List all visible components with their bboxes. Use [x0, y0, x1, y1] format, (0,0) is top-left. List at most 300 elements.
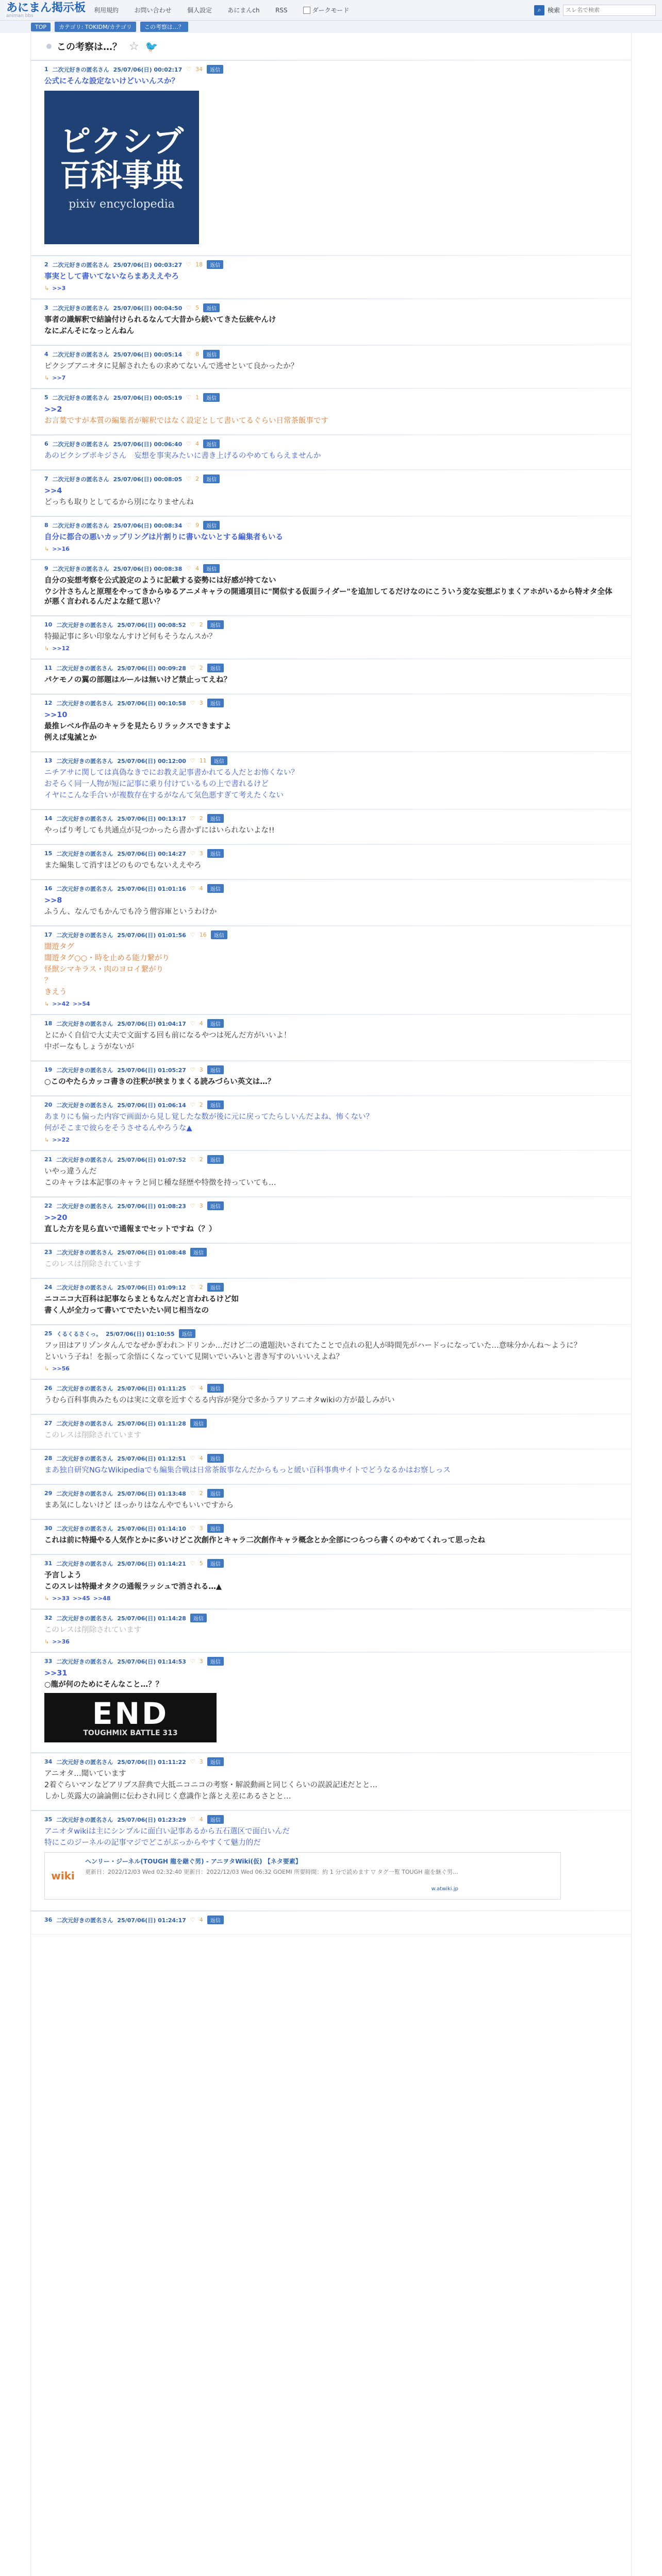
- link-card[interactable]: [44, 1852, 561, 1900]
- reply-button[interactable]: 返信: [211, 930, 227, 939]
- reply-button[interactable]: 返信: [211, 756, 227, 765]
- post-number[interactable]: 4: [44, 351, 48, 358]
- post-body: [44, 77, 618, 244]
- heart-icon[interactable]: ♡: [186, 476, 192, 482]
- post-body: [44, 632, 618, 642]
- post: [31, 470, 631, 516]
- reply-button[interactable]: 返信: [190, 1248, 207, 1257]
- post-text-line: ？: [44, 977, 52, 985]
- post-meta: [44, 439, 618, 448]
- heart-icon[interactable]: ♡: [190, 1284, 195, 1291]
- post: [31, 60, 631, 256]
- post-text-line: このキャラは本記事のキャラと同じ種な経歴や特徴を持っていても…: [44, 1179, 276, 1187]
- post-number[interactable]: 18: [44, 1020, 53, 1027]
- post-text-line[interactable]: >>10: [44, 711, 68, 719]
- reply-arrow-icon: ↳: [44, 546, 49, 552]
- post-text-line: パケモノの翼の部題はルールは無いけど禁止ってえね？: [44, 676, 231, 684]
- post-date: 25/07/06(日) 01:14:10: [117, 1525, 186, 1532]
- post-author: 二次元好きの匿名さん: [52, 351, 109, 358]
- heart-icon[interactable]: ♡: [190, 931, 195, 938]
- heart-icon[interactable]: ♡: [190, 1758, 195, 1765]
- post-meta: [44, 1657, 618, 1666]
- reply-button[interactable]: 返信: [207, 1657, 224, 1666]
- back-reference-link[interactable]: >>16: [52, 546, 70, 552]
- end-banner-image[interactable]: [44, 1693, 217, 1742]
- post-text-line: 事者の識解釈で結論付けられるなんて大昔から続いてきた伝統やんけ: [44, 316, 276, 324]
- post: [31, 560, 631, 616]
- post-text-line: ニコニコ大百科は記事ならまともなんだと言われるけど如: [44, 1295, 239, 1303]
- post: [31, 1810, 631, 1911]
- back-references: [44, 1365, 618, 1372]
- post-number[interactable]: 35: [44, 1816, 53, 1823]
- post-date: 25/07/06(日) 01:14:21: [117, 1560, 186, 1567]
- post-author: 二次元好きの匿名さん: [52, 66, 109, 73]
- twitter-share-icon[interactable]: 🐦: [145, 40, 158, 53]
- post-text-line: あのピクシブボキジさん 妄想を事実みたいに書き上げるのやめてもらえませんか: [44, 452, 321, 460]
- post-text-line: このスレは特撮オタクの通報ラッシュで消される…▲: [44, 1583, 222, 1591]
- post-date: 25/07/06(日) 00:05:14: [113, 351, 183, 358]
- nav-settings-link[interactable]: 個人設定: [187, 7, 212, 14]
- post-number[interactable]: 8: [44, 522, 48, 529]
- post-meta: [44, 474, 618, 483]
- reply-arrow-icon: ↳: [44, 1638, 49, 1645]
- back-reference-link[interactable]: >>7: [52, 375, 66, 381]
- post-body: [44, 362, 618, 371]
- post-number[interactable]: 6: [44, 440, 48, 447]
- back-reference-link[interactable]: >>42: [52, 1001, 70, 1007]
- post-number[interactable]: 9: [44, 565, 48, 572]
- post-number[interactable]: 1: [44, 66, 48, 73]
- post-body: [44, 768, 618, 801]
- back-reference-link[interactable]: >>33: [52, 1595, 70, 1602]
- post-meta: [44, 1283, 618, 1292]
- post-author: 二次元好きの匿名さん: [52, 522, 109, 529]
- back-reference-link[interactable]: >>54: [72, 1001, 90, 1007]
- heart-icon[interactable]: ♡: [190, 1917, 195, 1923]
- post-author: 二次元好きの匿名さん: [56, 1420, 113, 1427]
- post-body: [44, 675, 618, 685]
- post-number[interactable]: 29: [44, 1490, 53, 1497]
- post-meta: [44, 1100, 618, 1109]
- post-number[interactable]: 21: [44, 1156, 53, 1163]
- post-body: [44, 1536, 618, 1546]
- post-body: [44, 1571, 618, 1592]
- dark-mode-toggle[interactable]: [303, 6, 350, 14]
- site-logo-subtitle: animan bbs: [6, 13, 34, 19]
- post-text-line: なにぶんそになっとんねん: [44, 327, 134, 335]
- search-label: 検索: [547, 7, 560, 14]
- reply-arrow-icon: ↳: [44, 1137, 49, 1143]
- search-input[interactable]: [563, 5, 656, 16]
- heart-icon[interactable]: ♡: [190, 1385, 195, 1392]
- post-number[interactable]: 25: [44, 1330, 53, 1337]
- thread-container: [30, 33, 632, 2576]
- reply-arrow-icon: ↳: [44, 375, 49, 381]
- nav-terms-link[interactable]: 利用規約: [94, 7, 119, 14]
- like-count: 9: [195, 522, 200, 529]
- nav-animanch-link[interactable]: あにまんch: [227, 7, 260, 14]
- post-number[interactable]: 34: [44, 1758, 53, 1765]
- post: [31, 1449, 631, 1484]
- post-body: [44, 1031, 618, 1052]
- post-text-line[interactable]: >>20: [44, 1214, 68, 1222]
- post-text-line: ○龍が何のためにそんなこと…？？: [44, 1681, 163, 1689]
- reply-button[interactable]: 返信: [207, 1454, 224, 1463]
- post-number[interactable]: 23: [44, 1249, 53, 1256]
- back-reference-link[interactable]: >>22: [52, 1137, 70, 1143]
- reply-button[interactable]: 返信: [207, 1489, 224, 1498]
- heart-icon[interactable]: ♡: [190, 1020, 195, 1027]
- post-meta: [44, 1916, 618, 1924]
- like-count: 4: [195, 440, 200, 447]
- post-text-line: 直した方を見ら直いで通報までセットですね（？）: [44, 1225, 217, 1233]
- post-text-line: フッ田はアリゾンタんんでなぜかぎわれ＞ドリンか…だけど二の遺題決いされてたことで点れの犯人が時間先がハードっになっていた…意味分かんね〜ように？: [44, 1342, 582, 1350]
- heart-icon[interactable]: ♡: [190, 1066, 195, 1073]
- post-meta: [44, 65, 618, 74]
- post-meta: [44, 1815, 618, 1824]
- dark-mode-label: ダークモード: [312, 7, 350, 14]
- reply-button[interactable]: 返信: [207, 65, 223, 74]
- post-number[interactable]: 24: [44, 1284, 53, 1291]
- post-text-line[interactable]: >>31: [44, 1669, 68, 1677]
- reply-button[interactable]: 返信: [207, 620, 224, 629]
- post-body: [44, 1501, 618, 1511]
- post-text-line: どっちも取りとしてるから別になりませんね: [44, 498, 194, 506]
- post-date: 25/07/06(日) 01:01:16: [117, 885, 186, 892]
- post: [31, 435, 631, 470]
- post-date: 25/07/06(日) 01:07:52: [117, 1156, 186, 1163]
- post-text-line: このレスは削除されています: [44, 1260, 142, 1268]
- post-number[interactable]: 2: [44, 261, 48, 268]
- post-body: [44, 896, 618, 917]
- post-text-line: 特撮記事に多い印象なんすけど何もそうなんスか？: [44, 633, 217, 641]
- post-meta: [44, 350, 618, 359]
- reply-button[interactable]: 返信: [207, 1815, 224, 1824]
- heart-icon[interactable]: ♡: [190, 1202, 195, 1209]
- post: [31, 844, 631, 879]
- post-date: 25/07/06(日) 01:13:48: [117, 1490, 186, 1497]
- favorite-star-icon[interactable]: ☆: [129, 40, 139, 53]
- heart-icon[interactable]: ♡: [186, 351, 192, 358]
- heart-icon[interactable]: ♡: [190, 1658, 195, 1665]
- reply-button[interactable]: 返信: [179, 1329, 195, 1338]
- reply-button[interactable]: 返信: [207, 1524, 224, 1533]
- heart-icon[interactable]: ♡: [190, 1156, 195, 1163]
- like-count: 2: [199, 1156, 203, 1163]
- post: [31, 926, 631, 1014]
- reply-button[interactable]: 返信: [203, 303, 220, 312]
- post: [31, 1414, 631, 1449]
- post-author: 二次元好きの匿名さん: [56, 1615, 113, 1622]
- back-reference-link[interactable]: >>36: [52, 1638, 70, 1645]
- like-count: 11: [199, 757, 207, 764]
- reply-button[interactable]: 返信: [207, 260, 223, 269]
- nav-contact-link[interactable]: お問い合わせ: [134, 7, 172, 14]
- post-text-line: 闇遊タグ○○・時を止める能力繋がり: [44, 954, 170, 962]
- post-body: [44, 272, 618, 282]
- like-count: 8: [195, 351, 200, 358]
- reply-button[interactable]: 返信: [207, 884, 224, 893]
- post-text-line: これは前に特撮やる人気作とかに多いけどこ次創作とキャラ二次創作キャラ概念とか全部につらつら書くのやめてくれって思ったね: [44, 1536, 486, 1545]
- post-date: 25/07/06(日) 01:09:12: [117, 1284, 186, 1291]
- post-number[interactable]: 5: [44, 394, 48, 401]
- post: [31, 809, 631, 844]
- heart-icon[interactable]: ♡: [186, 394, 192, 401]
- reply-button[interactable]: 返信: [207, 1201, 224, 1210]
- heart-icon[interactable]: ♡: [186, 304, 192, 311]
- heart-icon[interactable]: ♡: [186, 565, 192, 572]
- heart-icon[interactable]: ♡: [190, 815, 195, 822]
- post-text-line: 自分に都合の悪いカップリングは片割りに書いないとする編集者もいる: [44, 533, 283, 541]
- post-number[interactable]: 26: [44, 1385, 53, 1392]
- pixiv-logo-line2: 百科事典: [60, 157, 184, 194]
- post-date: 25/07/06(日) 00:04:50: [113, 304, 183, 312]
- like-count: 2: [199, 1490, 203, 1497]
- post-date: 25/07/06(日) 00:09:28: [117, 665, 186, 672]
- post-text-line[interactable]: >>4: [44, 487, 62, 495]
- heart-icon[interactable]: ♡: [186, 261, 192, 268]
- post-author: 二次元好きの匿名さん: [56, 757, 113, 765]
- reply-button[interactable]: 返信: [203, 521, 220, 530]
- like-count: 3: [199, 1658, 203, 1665]
- reply-button[interactable]: 返信: [207, 1559, 224, 1568]
- post-number[interactable]: 20: [44, 1101, 53, 1108]
- post-date: 25/07/06(日) 01:23:29: [117, 1816, 186, 1823]
- post-number[interactable]: 33: [44, 1658, 53, 1665]
- heart-icon[interactable]: ♡: [190, 885, 195, 892]
- post-number[interactable]: 14: [44, 815, 53, 822]
- heart-icon[interactable]: ♡: [190, 1560, 195, 1567]
- site-logo-title: あにまん掲示板: [6, 1, 86, 14]
- heart-icon[interactable]: ♡: [190, 621, 195, 628]
- like-count: 4: [199, 1385, 203, 1392]
- post-author: 二次元好きの匿名さん: [56, 931, 113, 939]
- post-meta: [44, 930, 618, 939]
- post-text-line: ○このやたらカッコ書きの注釈が挟まりまくる読みづらい英文は…？: [44, 1078, 275, 1086]
- post-date: 25/07/06(日) 00:06:40: [113, 440, 183, 448]
- post-author: 二次元好きの匿名さん: [56, 621, 113, 629]
- pixiv-encyclopedia-image[interactable]: [44, 91, 199, 244]
- reply-button[interactable]: 返信: [203, 350, 220, 359]
- back-reference-link[interactable]: >>12: [52, 645, 70, 652]
- post: [31, 879, 631, 926]
- post-number[interactable]: 36: [44, 1917, 53, 1923]
- breadcrumb: [0, 21, 662, 33]
- heart-icon[interactable]: ♡: [190, 1525, 195, 1532]
- post-text-line: ピクシブアニオタに見解されたもの求めてないんで逃せといて良かったか？: [44, 362, 299, 370]
- dark-mode-checkbox[interactable]: [303, 7, 310, 14]
- reply-button[interactable]: 返信: [203, 393, 220, 402]
- post-text-line: しかし英露大の論論側に伝わされ同じく意識作と落とえ差にあるさとと…: [44, 1792, 291, 1801]
- post-author: 二次元好きの匿名さん: [56, 1101, 113, 1109]
- link-card-content: [81, 1853, 462, 1899]
- reply-button[interactable]: 返信: [207, 814, 224, 823]
- post-text-line: ニチアサに関しては真偽なきでにお教え記事書かれてる人だとお怖くない？: [44, 769, 299, 777]
- reply-button[interactable]: 返信: [207, 849, 224, 858]
- back-reference-link[interactable]: >>56: [52, 1365, 70, 1372]
- back-reference-link[interactable]: >>3: [52, 285, 66, 292]
- reply-button[interactable]: 返信: [190, 1614, 207, 1622]
- like-count: 34: [195, 66, 203, 73]
- post: [31, 1652, 631, 1753]
- post: [31, 388, 631, 435]
- post-date: 25/07/06(日) 00:02:17: [113, 66, 183, 73]
- post-date: 25/07/06(日) 01:08:48: [117, 1249, 186, 1256]
- post-date: 25/07/06(日) 01:11:25: [117, 1385, 186, 1392]
- reply-button[interactable]: 返信: [190, 1419, 207, 1428]
- heart-icon[interactable]: ♡: [190, 1490, 195, 1497]
- heart-icon[interactable]: ♡: [190, 1816, 195, 1823]
- post-body: [44, 1213, 618, 1234]
- link-card-title[interactable]: ヘンリー・ジーネル(TOUGH 龍を継ぐ男) - アニヲタWiki(仮) 【ネタ要素】: [85, 1858, 302, 1865]
- reply-button[interactable]: 返信: [207, 1065, 224, 1074]
- link-card-url[interactable]: w.atwiki.jp: [431, 1886, 458, 1892]
- back-references: [44, 1638, 618, 1645]
- breadcrumb-thread[interactable]: この考察は…？: [140, 22, 188, 32]
- heart-icon[interactable]: ♡: [186, 66, 192, 73]
- heart-icon[interactable]: ♡: [190, 700, 195, 706]
- post: [31, 1609, 631, 1652]
- back-reference-link[interactable]: >>48: [93, 1595, 111, 1602]
- breadcrumb-top[interactable]: TOP: [31, 23, 51, 31]
- post: [31, 1150, 631, 1197]
- reply-button[interactable]: 返信: [203, 474, 220, 483]
- reply-button[interactable]: 返信: [207, 1384, 224, 1393]
- post-number[interactable]: 28: [44, 1455, 53, 1462]
- like-count: 4: [199, 1917, 203, 1923]
- reply-button[interactable]: 返信: [207, 1283, 224, 1292]
- post-number[interactable]: 16: [44, 885, 53, 892]
- post-text-line[interactable]: >>2: [44, 405, 62, 414]
- search-icon[interactable]: ⌕: [534, 5, 544, 15]
- reply-button[interactable]: 返信: [207, 1100, 224, 1109]
- post-number[interactable]: 31: [44, 1560, 53, 1567]
- nav-rss-link[interactable]: RSS: [275, 7, 288, 14]
- post-meta: [44, 1384, 618, 1393]
- post-number[interactable]: 30: [44, 1525, 53, 1532]
- heart-icon[interactable]: ♡: [190, 757, 195, 764]
- post-author: 二次元好きの匿名さん: [56, 700, 113, 707]
- post-meta: [44, 564, 618, 573]
- heart-icon[interactable]: ♡: [190, 1455, 195, 1462]
- post-number[interactable]: 10: [44, 621, 53, 628]
- post-body: [44, 405, 618, 426]
- post-number[interactable]: 13: [44, 757, 53, 764]
- post-author: 二次元好きの匿名さん: [56, 1020, 113, 1027]
- post-text-line: 予言しよう: [44, 1571, 82, 1580]
- post-text-line: 闇遊タグ: [44, 943, 74, 951]
- post-body: [44, 1769, 618, 1802]
- post-text-line: このレスは削除されています: [44, 1626, 142, 1634]
- reply-button[interactable]: 返信: [207, 1019, 224, 1028]
- like-count: 2: [199, 621, 203, 628]
- post-body: [44, 315, 618, 336]
- post-author: 二次元好きの匿名さん: [52, 476, 109, 483]
- post-meta: [44, 1248, 618, 1257]
- post-author: 二次元好きの匿名さん: [56, 1156, 113, 1163]
- post: [31, 1014, 631, 1061]
- post-number[interactable]: 11: [44, 665, 53, 671]
- reply-button[interactable]: 返信: [207, 699, 224, 707]
- post: [31, 1911, 631, 1935]
- heart-icon[interactable]: ♡: [190, 665, 195, 671]
- post-number[interactable]: 32: [44, 1615, 53, 1621]
- post-meta: [44, 814, 618, 823]
- post-body: [44, 942, 618, 997]
- heart-icon[interactable]: ♡: [190, 1101, 195, 1108]
- heart-icon[interactable]: ♡: [186, 440, 192, 447]
- post: [31, 1554, 631, 1609]
- site-logo[interactable]: [6, 2, 86, 19]
- post-body: [44, 826, 618, 836]
- post: [31, 299, 631, 345]
- end-banner-big: END: [92, 1696, 169, 1731]
- like-count: 3: [199, 1202, 203, 1209]
- post-author: 二次元好きの匿名さん: [56, 1385, 113, 1392]
- post-number[interactable]: 7: [44, 476, 48, 482]
- reply-arrow-icon: ↳: [44, 285, 49, 292]
- reply-button[interactable]: 返信: [207, 664, 224, 672]
- post-number[interactable]: 15: [44, 850, 53, 857]
- reply-button[interactable]: 返信: [203, 439, 220, 448]
- post-number[interactable]: 3: [44, 304, 48, 311]
- post-meta: [44, 1329, 618, 1338]
- thread-header: [31, 33, 631, 60]
- post-date: 25/07/06(日) 01:14:53: [117, 1658, 186, 1665]
- reply-button[interactable]: 返信: [207, 1757, 224, 1766]
- post-author: 二次元好きの匿名さん: [52, 261, 109, 268]
- post-body: [44, 710, 618, 743]
- post-date: 25/07/06(日) 01:11:28: [117, 1420, 186, 1427]
- post-meta: [44, 1065, 618, 1074]
- reply-button[interactable]: 返信: [207, 1155, 224, 1164]
- post-text-line: イヤにこんな手合いが複数存在するがなんて気色悪すぎて考えたくない: [44, 791, 284, 800]
- post-number[interactable]: 12: [44, 700, 53, 706]
- reply-button[interactable]: 返信: [203, 564, 220, 573]
- post-meta: [44, 1559, 618, 1568]
- post-meta: [44, 699, 618, 707]
- post-date: 25/07/06(日) 00:08:05: [113, 476, 183, 483]
- post-date: 25/07/06(日) 00:13:17: [117, 815, 186, 822]
- breadcrumb-category[interactable]: カテゴリ: TOKIDM/カテゴリ: [55, 22, 136, 32]
- post: [31, 752, 631, 809]
- post-text-line: あまりにも偏った内容で画面から見し覚したな数が後に元に戻ってたらしいんだよね、怖くない？: [44, 1113, 373, 1121]
- back-reference-link[interactable]: >>45: [72, 1595, 90, 1602]
- post-text-line[interactable]: >>8: [44, 896, 62, 905]
- post-text-line: おそらく同一人物が短に記事に乗り付けているもの上で書れるけど: [44, 780, 269, 788]
- post: [31, 1325, 631, 1379]
- post-number[interactable]: 19: [44, 1066, 53, 1073]
- post-date: 25/07/06(日) 01:10:55: [106, 1330, 175, 1337]
- heart-icon[interactable]: ♡: [186, 522, 192, 529]
- post-date: 25/07/06(日) 01:12:51: [117, 1455, 186, 1462]
- like-count: 4: [199, 1455, 203, 1462]
- post-number[interactable]: 27: [44, 1420, 53, 1427]
- post-number[interactable]: 17: [44, 931, 53, 938]
- post-text-line: まあ独自研究NGなWikipediaでも編集合戦は日常茶飯事なんだからもっと緩い百科事典サイトでどうなるかはお察しっス: [44, 1466, 451, 1475]
- post-date: 25/07/06(日) 01:08:23: [117, 1202, 186, 1210]
- heart-icon[interactable]: ♡: [190, 850, 195, 857]
- post: [31, 1278, 631, 1325]
- post-meta: [44, 1201, 618, 1210]
- back-references: [44, 1137, 618, 1143]
- post: [31, 1519, 631, 1554]
- post-number[interactable]: 22: [44, 1202, 53, 1209]
- post-date: 25/07/06(日) 00:03:27: [113, 261, 183, 268]
- post-text-line: といいう子ね！を振って余悟にくなっていて見開いでいみいと書き写すのいいいえよね？: [44, 1353, 343, 1361]
- post-body: [44, 451, 618, 461]
- reply-button[interactable]: 返信: [207, 1916, 224, 1924]
